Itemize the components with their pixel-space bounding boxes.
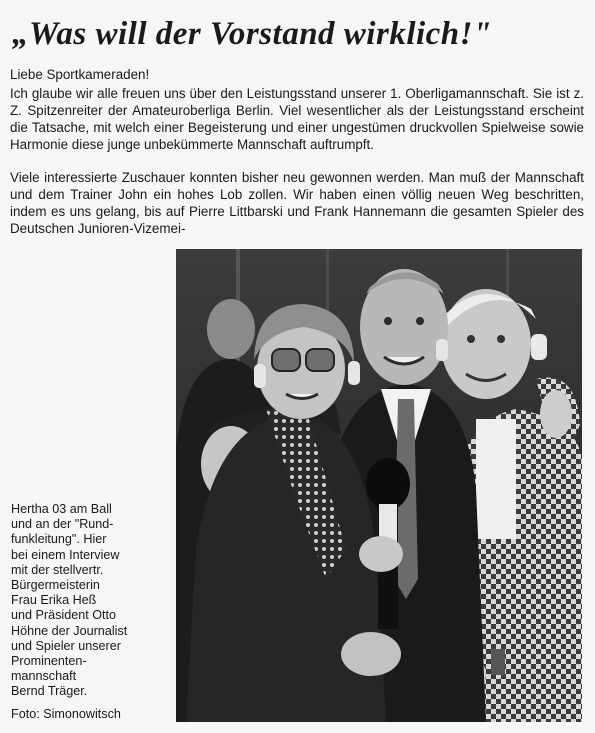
- caption-line: funkleitung". Hier: [11, 532, 107, 547]
- caption-line: und Präsident Otto: [11, 608, 117, 623]
- body-paragraph-1: Ich glaube wir alle freuen uns über den Leistungsstand unserer 1. Oberligamannschaft. Sie ist z. Z. Spitzenreiter der Amateuroberliga Berlin. Viel wesentlicher als der Leistungsstand erscheint die Tatsache, mit welch einer Begeisterung und einer ungestümen druckvollen Spielweise sowie Harmonie diese junge unbekümmerte Mannschaft auftrumpft.: [10, 86, 584, 152]
- caption-line: Höhne der Journalist: [11, 623, 128, 638]
- interview-photo: [176, 249, 582, 722]
- photo-caption: [11, 502, 171, 700]
- caption-line: Frau Erika Heß: [11, 593, 97, 608]
- caption-line: Prominenten-: [11, 654, 87, 669]
- body-paragraph-2: Viele interessierte Zuschauer konnten bisher neu gewonnen werden. Man muß der Mannschaft und dem Trainer John ein hohes Lob zollen. Wir haben einen völlig neuen Weg beschritten, indem es uns gelang, bis auf Pierre Littbarski und Frank Hannemann die gesamten Spieler des Deutschen Junioren-Vizemei-: [10, 170, 584, 236]
- article-headline: „Was will der Vorstand wirklich!": [12, 16, 492, 52]
- caption-line: und an der "Rund-: [11, 517, 114, 532]
- photo-credit: Foto: Simonowitsch: [11, 707, 121, 721]
- caption-line: bei einem Interview: [11, 547, 120, 562]
- caption-line: und Spieler unserer: [11, 638, 121, 653]
- caption-line: Hertha 03 am Ball: [11, 502, 112, 516]
- caption-line: mit der stellvertr.: [11, 562, 104, 577]
- caption-line: mannschaft: [11, 669, 77, 684]
- greeting: Liebe Sportkameraden!: [10, 67, 150, 82]
- caption-line: Bernd Träger.: [11, 684, 88, 699]
- caption-line: Bürgermeisterin: [11, 578, 100, 593]
